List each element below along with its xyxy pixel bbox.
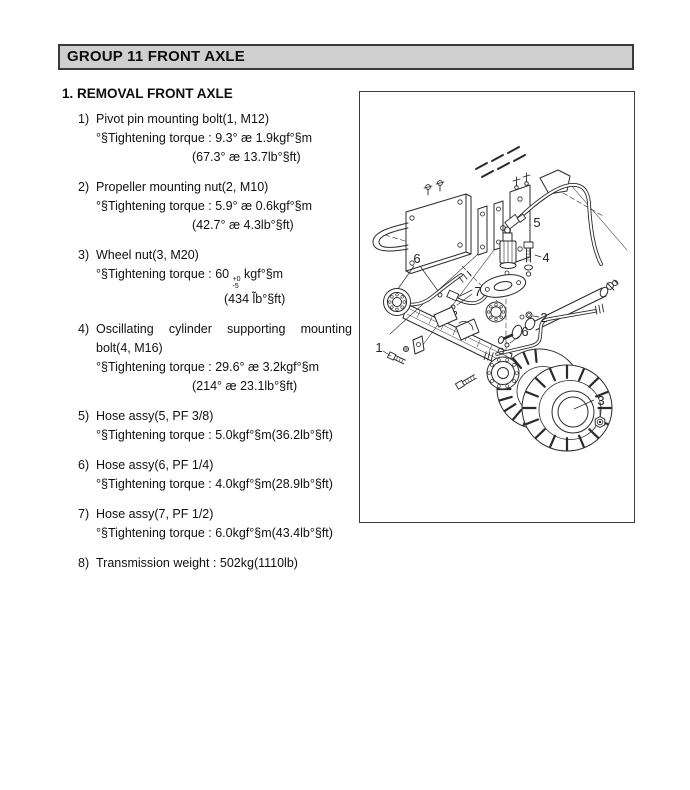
callout-1: 1 (375, 340, 383, 355)
callout-2: 2 (540, 310, 548, 325)
item-title: Wheel nut(3, M20) (96, 248, 199, 262)
item-number: 2) (78, 180, 90, 194)
torque-spec: °§Tightening torque : 4.0kgf°§m(28.9lb°§ft) (96, 477, 333, 491)
callout-3: 3 (597, 393, 605, 408)
callout-5: 5 (533, 215, 541, 230)
torque-spec-imperial: (67.3° æ 13.7lb°§ft) (192, 150, 301, 164)
torque-spec-imperial: (214° æ 23.1lb°§ft) (192, 379, 298, 393)
item-title: Transmission weight : 502kg(1110lb) (96, 556, 298, 570)
front-axle-illustration (360, 92, 632, 520)
item-number: 6) (78, 458, 90, 472)
torque-spec: °§Tightening torque : 5.0kgf°§m(36.2lb°§ft) (96, 428, 333, 442)
torque-spec: °§Tightening torque : 29.6° æ 3.2kgf°§m (96, 360, 319, 374)
list-item (78, 505, 352, 543)
torque-spec-unit: kgf°§m (240, 267, 284, 281)
group-title: GROUP 11 FRONT AXLE (67, 48, 245, 65)
torque-spec-imperial: (434 l̃b°§ft) (224, 292, 286, 306)
item-title: Hose assy(5, PF 3/8) (96, 409, 214, 423)
list-item (78, 246, 352, 309)
list-item (78, 110, 352, 167)
item-title: Pivot pin mounting bolt(1, M12) (96, 112, 270, 126)
item-number: 4) (78, 322, 90, 336)
torque-spec (96, 265, 352, 290)
item-title: Hose assy(6, PF 1/4) (96, 458, 214, 472)
item-number: 8) (78, 556, 90, 570)
callout-6-lower: 6 (521, 324, 529, 339)
item-title: Propeller mounting nut(2, M10) (96, 180, 269, 194)
tolerance-lower: -5 (232, 282, 239, 290)
diagram-frame (359, 91, 635, 523)
item-number: 5) (78, 409, 90, 423)
item-title: Hose assy(7, PF 1/2) (96, 507, 214, 521)
callout-4: 4 (542, 250, 550, 265)
section-title: 1. REMOVAL FRONT AXLE (62, 86, 233, 101)
callout-6-upper: 6 (413, 251, 421, 266)
list-item (78, 554, 352, 573)
tolerance-stack (233, 277, 241, 290)
removal-steps-list (78, 110, 352, 584)
group-title-bar (58, 44, 634, 70)
torque-spec: °§Tightening torque : 9.3° æ 1.9kgf°§m (96, 131, 313, 145)
item-title: Oscillating cylinder supporting mounting bolt(4, M16) (96, 322, 352, 355)
list-item (78, 407, 352, 445)
list-item (78, 456, 352, 494)
item-number: 1) (78, 112, 90, 126)
torque-spec-imperial: (42.7° æ 4.3lb°§ft) (192, 218, 294, 232)
item-number: 7) (78, 507, 90, 521)
torque-spec-text: °§Tightening torque : 60 (96, 267, 233, 281)
callout-7: 7 (474, 284, 482, 299)
item-number: 3) (78, 248, 90, 262)
torque-spec: °§Tightening torque : 6.0kgf°§m(43.4lb°§ft) (96, 526, 333, 540)
list-item (78, 320, 352, 396)
tolerance-upper: +0 (232, 276, 241, 283)
torque-spec: °§Tightening torque : 5.9° æ 0.6kgf°§m (96, 199, 313, 213)
list-item (78, 178, 352, 235)
